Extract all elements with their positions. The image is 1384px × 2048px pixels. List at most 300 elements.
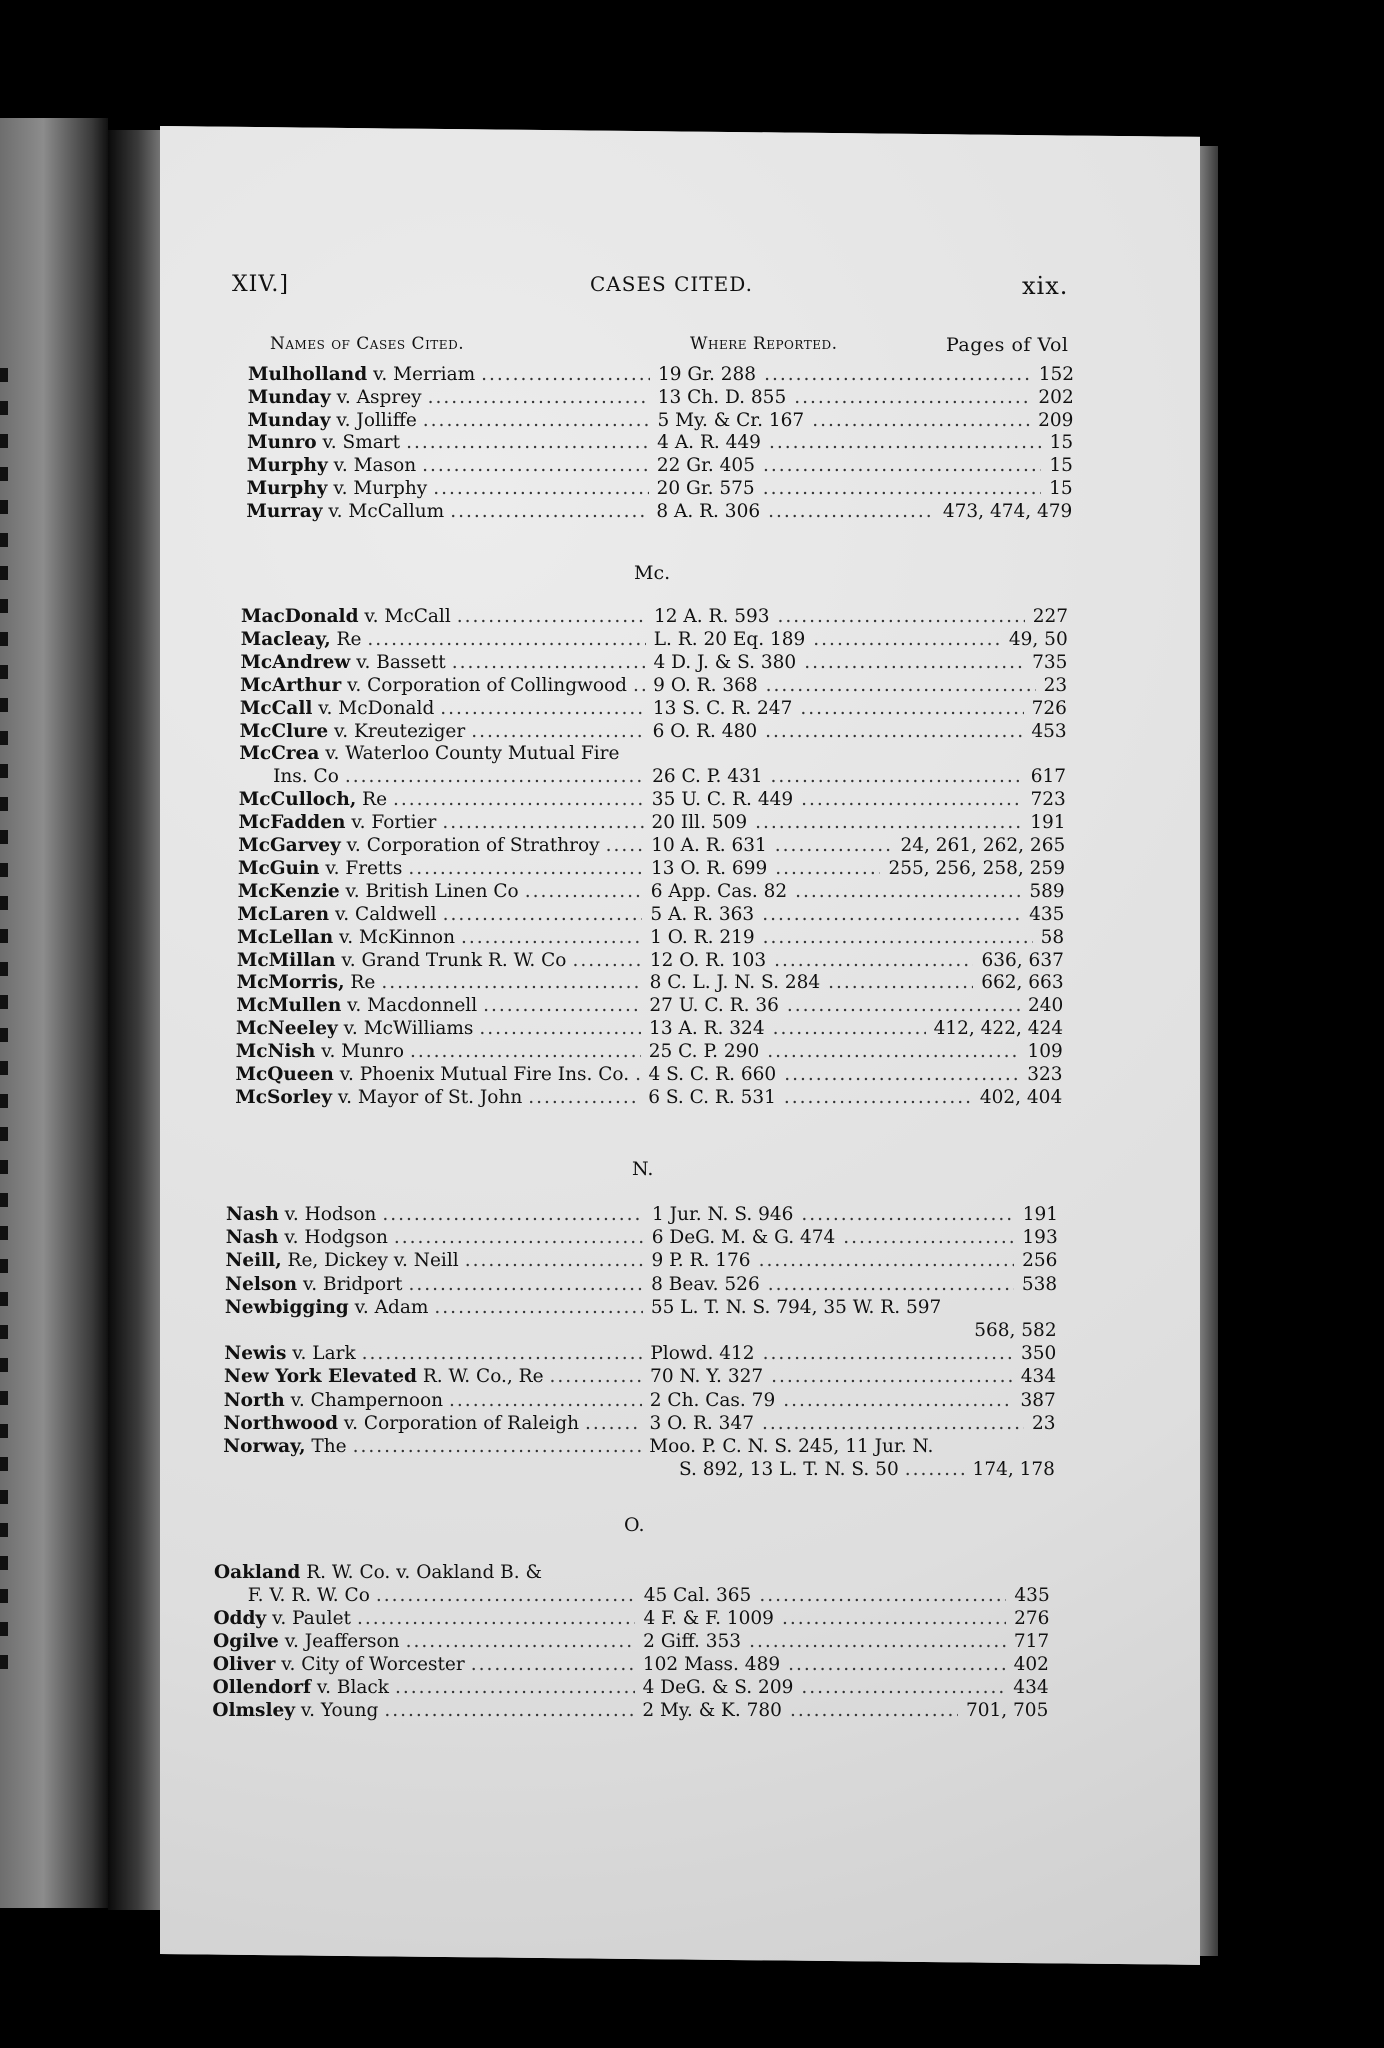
where-reported: Plowd. 412 <box>650 1343 755 1365</box>
case-rest: v. Fortier <box>345 812 437 834</box>
page-references-continued: 568, 582 <box>974 1320 1057 1341</box>
case-rest: v. Black <box>310 1677 389 1698</box>
table-row <box>0 698 1384 720</box>
case-rest: v. Bassett <box>350 651 446 673</box>
table-row <box>0 1585 1384 1607</box>
page-references: 109 <box>1027 1041 1063 1063</box>
leader-dots <box>428 387 650 409</box>
leader-dots <box>769 432 1042 454</box>
page-references: 726 <box>1031 697 1067 719</box>
case-name <box>236 995 477 1017</box>
case-name <box>248 364 475 386</box>
where-reported: 2 My. & K. 780 <box>642 1700 782 1721</box>
page-references: 473, 474, 479 <box>942 500 1073 522</box>
page-references: 191 <box>1030 812 1066 834</box>
page-references: 701, 705 <box>965 1700 1049 1721</box>
where-reported: 4 F. & F. 1009 <box>643 1608 774 1629</box>
table-row <box>0 1041 1384 1063</box>
table-row <box>0 387 1384 409</box>
leader-dots <box>393 789 644 811</box>
text-fragment <box>0 1523 8 1537</box>
case-plaintiff: McAndrew <box>240 651 351 673</box>
where-reported: 4 S. C. R. 660 <box>648 1064 777 1085</box>
leader-dots <box>483 995 641 1017</box>
table-row <box>0 1204 1384 1226</box>
case-plaintiff: Mulholland <box>248 364 368 385</box>
leader-dots <box>767 1041 1019 1063</box>
leader-dots <box>765 721 1023 743</box>
where-reported: 13 S. C. R. 247 <box>652 697 793 719</box>
case-name <box>239 743 619 765</box>
leader-dots <box>635 1064 640 1086</box>
leader-dots <box>749 1631 1006 1653</box>
leader-dots <box>461 927 642 949</box>
case-plaintiff: Oliver <box>212 1654 276 1675</box>
page-references: 434 <box>1020 1366 1057 1388</box>
case-name <box>236 1064 630 1086</box>
case-rest: v. McDonald <box>312 697 435 719</box>
case-plaintiff: Newis <box>224 1343 287 1365</box>
where-reported: 5 A. R. 363 <box>650 903 755 925</box>
case-rest: v. Asprey <box>330 386 422 408</box>
case-name <box>241 629 362 651</box>
case-plaintiff: Nelson <box>225 1273 298 1295</box>
leader-dots <box>449 1390 642 1412</box>
column-header-names: Names of Cases Cited. <box>270 334 465 354</box>
table-row <box>0 1700 1384 1722</box>
table-row <box>0 812 1384 834</box>
case-rest: R. W. Co., Re <box>416 1366 544 1388</box>
page-references: 589 <box>1029 880 1065 902</box>
page-references: 255, 256, 258, 259 <box>888 857 1065 879</box>
case-name <box>224 1390 443 1412</box>
where-reported: 22 Gr. 405 <box>656 455 755 477</box>
case-name <box>213 1654 465 1676</box>
where-reported: 13 Ch. D. 855 <box>657 386 787 408</box>
case-plaintiff: MacDonald <box>241 606 359 627</box>
case-plaintiff: McGarvey <box>238 835 341 856</box>
case-plaintiff: Norway, <box>223 1436 306 1457</box>
case-rest: v. Hodgson <box>278 1227 388 1249</box>
leader-dots <box>768 501 935 523</box>
leader-dots <box>367 629 645 651</box>
page-references: 23 <box>1043 674 1068 696</box>
case-plaintiff: McSorley <box>235 1086 332 1108</box>
case-plaintiff: Murphy <box>246 455 328 477</box>
where-reported: 5 My. & Cr. 167 <box>657 409 805 431</box>
page-references: 350 <box>1021 1343 1057 1365</box>
page-references: 323 <box>1027 1064 1063 1085</box>
table-row <box>0 1087 1384 1109</box>
page-references: 15 <box>1049 455 1073 477</box>
table-row <box>0 432 1384 454</box>
table-row <box>0 1297 1384 1319</box>
leader-dots <box>804 652 1024 674</box>
case-rest: v. Bridport <box>297 1273 403 1295</box>
where-reported: 26 C. P. 431 <box>652 766 763 788</box>
case-rest: v. Corporation of Strathroy <box>340 835 600 856</box>
leader-dots <box>763 478 1041 500</box>
page-references: 23 <box>1031 1412 1056 1434</box>
where-reported: 4 A. R. 449 <box>657 432 761 454</box>
case-name <box>247 478 428 500</box>
case-name <box>238 858 402 880</box>
leader-dots <box>572 950 641 972</box>
case-rest: v. Smart <box>316 432 401 454</box>
page-references: 202 <box>1038 386 1074 408</box>
case-rest: v. Mason <box>327 455 417 477</box>
case-rest: Re <box>344 972 376 994</box>
case-plaintiff: Munro <box>247 432 317 454</box>
leader-dots <box>775 835 893 857</box>
case-name <box>237 904 436 926</box>
where-reported: 70 N. Y. 327 <box>650 1366 764 1388</box>
leader-dots <box>763 927 1033 949</box>
case-plaintiff: Olmsley <box>212 1700 296 1721</box>
case-name <box>225 1250 458 1272</box>
case-name <box>223 1413 579 1435</box>
where-reported: 6 S. C. R. 531 <box>648 1086 776 1108</box>
case-rest: v. McWilliams <box>337 1018 474 1040</box>
column-header-where-reported: Where Reported. <box>690 334 838 354</box>
where-reported: 8 Beav. 526 <box>651 1273 760 1295</box>
leader-dots <box>794 387 1030 409</box>
leader-dots <box>406 432 649 454</box>
case-name <box>213 1631 399 1653</box>
leader-dots <box>762 1413 1024 1435</box>
case-plaintiff: North <box>223 1389 285 1411</box>
leader-dots <box>452 652 646 674</box>
case-plaintiff: McGuin <box>237 857 320 879</box>
where-reported: 6 DeG. M. & G. 474 <box>651 1227 836 1249</box>
where-reported: 9 O. R. 368 <box>653 674 758 696</box>
leader-dots <box>550 1366 643 1388</box>
case-plaintiff: Newbigging <box>224 1296 349 1318</box>
case-plaintiff: Munday <box>247 409 331 431</box>
leader-dots <box>801 1204 1014 1226</box>
table-row <box>0 1677 1384 1699</box>
leader-dots <box>481 364 650 386</box>
where-reported: 102 Mass. 489 <box>642 1654 781 1675</box>
case-rest: v. Corporation of Raleigh <box>338 1412 579 1434</box>
case-name <box>247 455 416 477</box>
leader-dots <box>345 766 644 788</box>
case-rest: v. Champernoon <box>284 1389 444 1411</box>
case-rest: v. Young <box>295 1700 379 1721</box>
case-rest: Re, Dickey v. Neill <box>281 1250 459 1272</box>
table-row <box>0 904 1384 926</box>
table-row <box>0 1390 1384 1412</box>
leader-dots <box>585 1413 641 1435</box>
where-reported: 1 O. R. 219 <box>650 926 755 948</box>
table-row <box>0 1631 1384 1653</box>
case-plaintiff: McMullen <box>236 995 342 1017</box>
leader-dots <box>450 501 648 523</box>
case-plaintiff: McCulloch, <box>238 789 357 811</box>
case-name <box>226 1204 376 1226</box>
where-reported: 55 L. T. N. S. 794, 35 W. R. 597 <box>650 1296 942 1318</box>
text-fragment <box>0 1127 8 1141</box>
page-references: 402, 404 <box>979 1086 1063 1108</box>
case-plaintiff: Neill, <box>225 1250 282 1272</box>
page-references: 193 <box>1022 1227 1058 1249</box>
case-rest: v. Phoenix Mutual Fire Ins. Co. <box>333 1064 630 1085</box>
case-plaintiff: Northwood <box>223 1412 339 1434</box>
where-reported: 9 P. R. 176 <box>651 1250 751 1272</box>
leader-dots <box>606 835 644 857</box>
leader-dots <box>465 1250 644 1272</box>
leader-dots <box>440 698 645 720</box>
table-row <box>0 478 1384 500</box>
case-name <box>236 1041 404 1063</box>
where-reported: 6 O. R. 480 <box>652 720 758 742</box>
leader-dots <box>384 1700 634 1722</box>
page-references: 735 <box>1032 651 1068 673</box>
page-references: 453 <box>1031 720 1067 742</box>
case-plaintiff: McFadden <box>238 812 346 834</box>
where-reported: 3 O. R. 347 <box>649 1412 754 1434</box>
case-rest: v. Munro <box>315 1041 404 1063</box>
case-rest: v. Grand Trunk R. W. Co <box>335 949 567 971</box>
leader-dots <box>376 1585 636 1607</box>
table-row <box>0 1654 1384 1676</box>
table-row <box>0 721 1384 743</box>
where-reported: 2 Giff. 353 <box>643 1631 742 1652</box>
case-plaintiff: Murphy <box>246 478 328 499</box>
case-name <box>238 835 599 857</box>
table-row <box>0 995 1384 1017</box>
table-row <box>0 927 1384 949</box>
case-name <box>248 387 422 409</box>
where-reported: 8 C. L. J. N. S. 284 <box>649 972 821 994</box>
case-plaintiff: McMorris, <box>236 972 345 994</box>
page-references: 49, 50 <box>1008 628 1068 650</box>
leader-dots <box>771 766 1023 788</box>
table-row <box>0 858 1384 880</box>
page-references: 227 <box>1032 606 1068 627</box>
where-reported: 25 C. P. 290 <box>648 1041 760 1063</box>
leader-dots <box>812 410 1030 432</box>
leader-dots <box>423 410 650 432</box>
table-row <box>0 1227 1384 1249</box>
leader-dots <box>774 950 973 972</box>
case-rest: v. British Linen Co <box>339 880 519 902</box>
case-rest: v. Jeafferson <box>278 1631 400 1652</box>
where-reported: 45 Cal. 365 <box>643 1585 752 1606</box>
leader-dots <box>755 812 1022 834</box>
table-row <box>0 1274 1384 1296</box>
leader-dots <box>381 972 641 994</box>
leader-dots <box>457 606 646 628</box>
table-row <box>0 1366 1384 1388</box>
page-references: 435 <box>1014 1585 1050 1606</box>
case-name <box>213 1677 389 1699</box>
page-references: 723 <box>1030 789 1066 811</box>
page-references: 209 <box>1038 409 1074 431</box>
where-reported: 13 A. R. 324 <box>649 1018 765 1040</box>
leader-dots <box>471 721 644 743</box>
case-name <box>224 1366 544 1388</box>
table-row <box>0 743 1384 765</box>
case-rest: The <box>305 1436 347 1457</box>
case-plaintiff: McNish <box>235 1041 316 1063</box>
case-rest: v. Waterloo County Mutual Fire <box>319 743 620 765</box>
text-fragment <box>0 566 8 580</box>
leader-dots <box>764 364 1031 386</box>
case-plaintiff: Nash <box>225 1227 279 1249</box>
case-rest: Ins. Co <box>273 766 339 788</box>
leader-dots <box>382 1204 644 1226</box>
leader-dots <box>828 972 973 994</box>
where-reported: 4 D. J. & S. 380 <box>653 651 797 673</box>
leader-dots <box>800 698 1023 720</box>
where-reported: 1 Jur. N. S. 946 <box>652 1204 794 1225</box>
where-reported: Moo. P. C. N. S. 245, 11 Jur. N. <box>649 1436 934 1457</box>
leader-dots <box>787 995 1020 1017</box>
leader-dots <box>778 606 1025 628</box>
text-fragment <box>0 533 8 547</box>
table-row <box>0 1343 1384 1365</box>
case-plaintiff: Murray <box>246 500 323 522</box>
leader-dots <box>528 1087 640 1109</box>
case-rest: v. Fretts <box>319 857 403 879</box>
leader-dots <box>353 1436 642 1458</box>
table-row <box>0 501 1384 523</box>
case-name <box>240 721 466 743</box>
table-row <box>0 1250 1384 1272</box>
leader-dots <box>905 1459 967 1481</box>
case-plaintiff: McClure <box>239 720 329 742</box>
table-row <box>0 629 1384 651</box>
page-references: 412, 422, 424 <box>933 1018 1064 1040</box>
leader-dots <box>771 1366 1013 1388</box>
case-name <box>273 766 339 788</box>
leader-dots <box>782 1608 1006 1630</box>
case-plaintiff: Nash <box>226 1204 279 1225</box>
case-name <box>239 812 437 834</box>
table-row <box>0 1018 1384 1040</box>
leader-dots <box>775 858 880 880</box>
where-reported: 2 Ch. Cas. 79 <box>649 1389 776 1411</box>
leader-dots <box>759 1250 1015 1272</box>
where-reported: 10 A. R. 631 <box>651 835 767 856</box>
case-rest: v. McKinnon <box>333 926 455 948</box>
case-rest: v. McCall <box>358 606 451 627</box>
case-name <box>214 1562 542 1584</box>
leader-dots <box>813 629 1001 651</box>
case-name <box>226 1227 388 1249</box>
case-plaintiff: McKenzie <box>237 880 340 902</box>
where-reported: 35 U. C. R. 449 <box>651 789 794 811</box>
case-name <box>239 789 387 811</box>
page-references: 152 <box>1038 364 1074 385</box>
leader-dots <box>766 675 1036 697</box>
page-references: 434 <box>1013 1677 1049 1698</box>
table-row <box>0 410 1384 432</box>
where-reported: 6 App. Cas. 82 <box>650 880 788 902</box>
where-reported: 12 A. R. 593 <box>654 606 770 627</box>
leader-dots <box>773 1018 926 1040</box>
leader-dots <box>762 904 1021 926</box>
page-references: 636, 637 <box>981 949 1064 971</box>
leader-dots <box>408 1274 643 1296</box>
page-references: 240 <box>1028 995 1064 1017</box>
case-rest: R. W. Co. v. Oakland B. & <box>300 1562 543 1583</box>
table-row <box>0 1436 1384 1458</box>
chapter-reference: XIV.] <box>232 272 289 297</box>
table-row <box>0 675 1384 697</box>
case-name <box>236 1018 473 1040</box>
leader-dots <box>788 1654 1005 1676</box>
case-name <box>235 1087 522 1109</box>
case-rest: v. McCallum <box>322 500 445 522</box>
leader-dots <box>434 1297 642 1319</box>
leader-dots <box>406 1631 636 1653</box>
table-row <box>0 881 1384 903</box>
table-row <box>0 606 1384 628</box>
page-references: 538 <box>1021 1273 1058 1295</box>
case-name <box>237 927 455 949</box>
case-plaintiff: Ogilve <box>213 1631 279 1652</box>
page-references: 276 <box>1014 1608 1050 1629</box>
case-name <box>247 410 416 432</box>
leader-dots <box>395 1677 635 1699</box>
case-name <box>223 1436 346 1458</box>
page-references: 662, 663 <box>981 972 1064 994</box>
case-plaintiff: McArthur <box>240 674 342 696</box>
case-plaintiff: McNeeley <box>236 1018 338 1040</box>
page-references: 24, 261, 262, 265 <box>900 835 1066 856</box>
page-references: 435 <box>1029 903 1065 925</box>
case-rest: v. Kreuteziger <box>328 720 466 742</box>
case-plaintiff: New York Elevated <box>224 1366 417 1388</box>
case-rest: v. Murphy <box>327 478 428 499</box>
table-row <box>0 455 1384 477</box>
leader-dots <box>362 1343 643 1365</box>
case-name <box>237 950 567 972</box>
case-rest: v. Jolliffe <box>330 409 417 431</box>
case-name <box>213 1608 351 1630</box>
table-row <box>0 766 1384 788</box>
leader-dots <box>784 1064 1019 1086</box>
table-row-continuation <box>0 1320 1384 1342</box>
where-reported: 13 O. R. 699 <box>650 857 768 879</box>
case-name <box>240 652 445 674</box>
leader-dots <box>410 1041 641 1063</box>
case-name <box>241 606 451 628</box>
case-name <box>225 1297 429 1319</box>
leader-dots <box>783 1390 1012 1412</box>
case-plaintiff: McCrea <box>239 743 320 765</box>
case-name <box>246 501 444 523</box>
leader-dots <box>394 1227 644 1249</box>
page-number: xix. <box>1022 272 1069 300</box>
table-row <box>0 1608 1384 1630</box>
case-plaintiff: McQueen <box>235 1064 334 1085</box>
where-reported: 27 U. C. R. 36 <box>649 995 779 1017</box>
case-rest: Re <box>356 789 388 811</box>
page-references: 191 <box>1022 1204 1058 1225</box>
where-reported: 20 Gr. 575 <box>656 478 755 499</box>
page-references: 15 <box>1049 478 1073 499</box>
page-references: 15 <box>1049 432 1074 454</box>
page-references-continued: 174, 178 <box>972 1459 1055 1481</box>
page-references: 402 <box>1013 1654 1049 1675</box>
where-reported: 20 Ill. 509 <box>651 812 748 834</box>
case-rest: Re <box>330 628 362 650</box>
leader-dots <box>408 858 643 880</box>
leader-dots <box>633 675 645 697</box>
